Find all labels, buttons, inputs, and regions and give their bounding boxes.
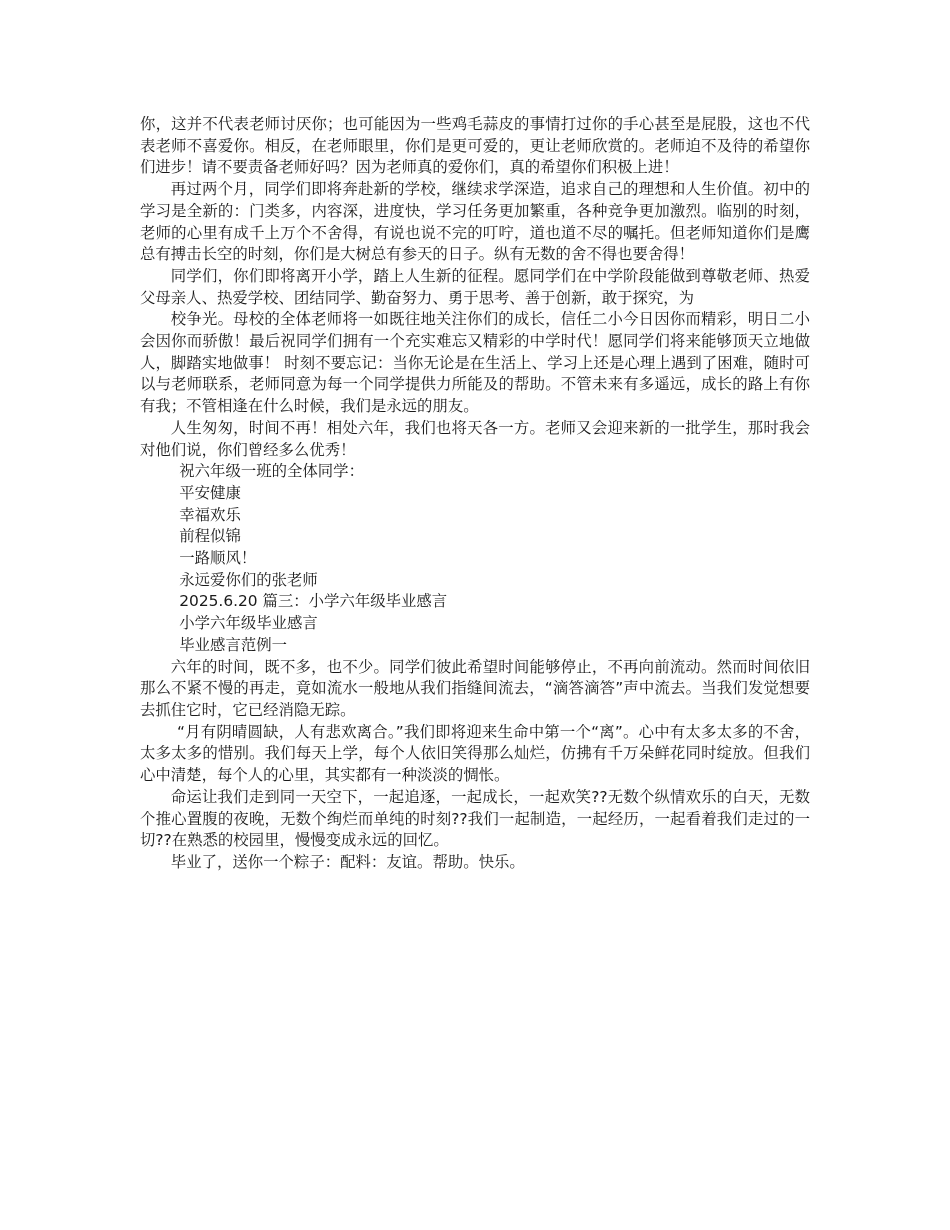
greeting-line: 祝六年级一班的全体同学： [179, 462, 364, 481]
document-body [140, 114, 810, 874]
paragraph-8: 命运让我们走到同一天空下，一起追逐，一起成长，一起欢笑??无数个纵情欢乐的白天，无数个推心置腹的夜晚，无数个绚烂而单纯的时刻??我们一起制造，一起经历，一起看着我们走过的一切??在熟悉的校园里，慢慢变成永远的回忆。 [140, 787, 810, 850]
wish-line-1: 平安健康 [179, 483, 241, 502]
paragraph-9: 毕业了，送你一个粽子：配料：友谊。帮助。快乐。 [170, 852, 525, 871]
section-title: 小学六年级毕业感言 [179, 614, 318, 633]
paragraph-7: “月有阴晴圆缺，人有悲欢离合。”我们即将迎来生命中第一个“离”。心中有太多太多的不舍，太多太多的惜别。我们每天上学，每个人依旧笑得那么灿烂，仿拂有千万朵鲜花同时绽放。但我们心中清楚，每个人的心里，其实都有一种淡淡的惆怅。 [140, 722, 810, 785]
example-heading: 毕业感言范例一 [179, 635, 288, 654]
wish-line-4: 一路顺风！ [179, 549, 257, 568]
date-section-heading: 2025.6.20 篇三：小学六年级毕业感言 [179, 592, 448, 611]
wish-line-3: 前程似锦 [179, 527, 241, 546]
paragraph-5: 人生匆匆，时间不再！相处六年，我们也将天各一方。老师又会迎来新的一批学生，那时我会对他们说，你们曾经多么优秀！ [140, 418, 810, 459]
signature-line: 永远爱你们的张老师 [179, 570, 318, 589]
wish-line-2: 幸福欢乐 [179, 505, 241, 524]
paragraph-1: 你，这并不代表老师讨厌你；也可能因为一些鸡毛蒜皮的事情打过你的手心甚至是屁股，这也不代表老师不喜爱你。相反，在老师眼里，你们是更可爱的，更让老师欣赏的。老师迫不及待的希望你们进步！请不要责备老师好吗？因为老师真的爱你们，真的希望你们积极上进！ [140, 115, 810, 177]
paragraph-3: 同学们，你们即将离开小学，踏上人生新的征程。愿同学们在中学阶段能做到尊敬老师、热爱父母亲人、热爱学校、团结同学、勤奋努力、勇于思考、善于创新，敢于探究，为 [140, 266, 810, 307]
paragraph-6: 六年的时间，既不多，也不少。同学们彼此希望时间能够停止，不再向前流动。然而时间依旧那么不紧不慢的再走，竟如流水一般地从我们指缝间流去，“滴答滴答”声中流去。当我们发觉想要去抓住它时，它已经消隐无踪。 [140, 657, 810, 719]
paragraph-2: 再过两个月，同学们即将奔赴新的学校，继续求学深造，追求自己的理想和人生价值。初中的学习是全新的：门类多，内容深，进度快，学习任务更加繁重，各种竞争更加激烈。临别的时刻，老师的心里有成千上万个不舍得，有说也说不完的叮咛，道也道不尽的嘱托。但老师知道你们是鹰总有搏击长空的时刻，你们是大树总有参天的日子。纵有无数的舍不得也要舍得！ [140, 180, 810, 264]
paragraph-4: 校争光。母校的全体老师将一如既往地关注你们的成长，信任二小今日因你而精彩，明日二小会因你而骄傲！最后祝同学们拥有一个充实难忘又精彩的中学时代！愿同学们将来能够顶天立地做人，脚踏实地做事！ 时刻不要忘记：当你无论是在生活上、学习上还是心理上遇到了困难，随时可以与老师联系，老师同意为每一个同学提供力所能及的帮助。不管未来有多遥远，成长的路上有你有我；不管相逢在什么时候，我们是永远的朋友。 [140, 310, 810, 416]
